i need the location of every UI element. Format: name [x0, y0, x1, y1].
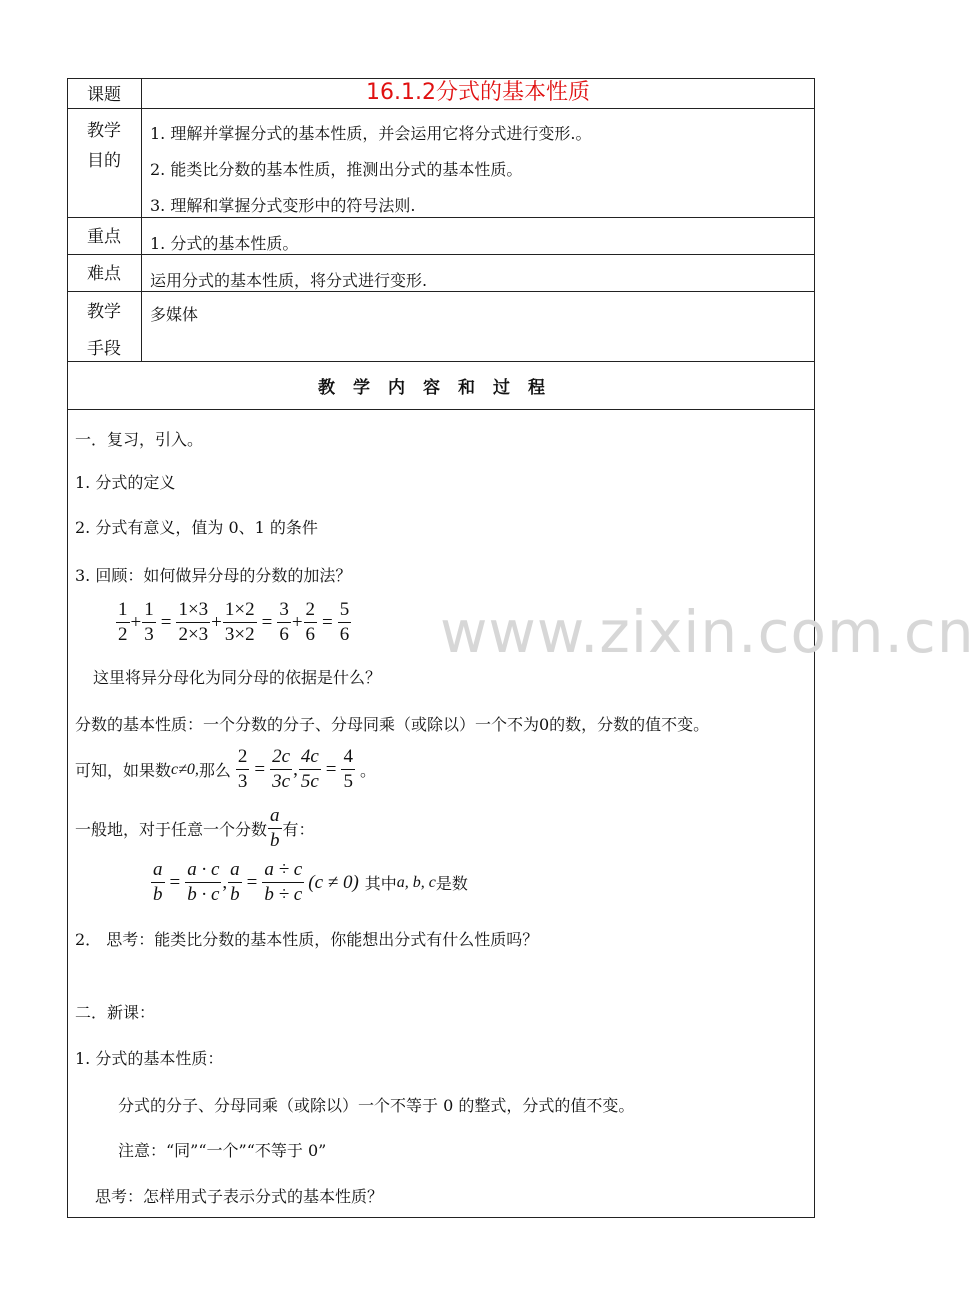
goal-label-2: 目的 [87, 151, 121, 171]
row-divider [67, 361, 815, 362]
think-last: 思考：怎样用式子表示分式的基本性质？ [95, 1187, 384, 1206]
general-suffix: 有： [282, 820, 315, 839]
equals-sign: = [254, 758, 266, 780]
goal-item: 2. 能类比分数的基本性质，推测出分式的基本性质。 [150, 160, 523, 179]
means-label-2: 手段 [87, 339, 121, 359]
equals-sign: = [169, 871, 181, 893]
fraction: $\frac{2}{3}$ [237, 746, 248, 792]
key-text: 1. 分式的基本性质。 [150, 234, 299, 253]
fraction: $\frac{a \cdot c}{b \cdot c}$ [187, 859, 220, 905]
section-1-heading: 一．复习，引入。 [75, 430, 204, 449]
fraction: $\frac{a}{b}$ [270, 805, 280, 851]
equals-sign: = [325, 758, 337, 780]
goal-label-1: 教学 [87, 121, 121, 141]
fraction: $\frac{5}{6}$ [339, 599, 350, 645]
think-2: 2． 思考：能类比分数的基本性质，你能想出分式有什么性质吗？ [75, 930, 539, 949]
row-divider [67, 291, 815, 292]
fraction: $\frac{1}{2}$ [118, 599, 128, 645]
equals-sign: = [261, 611, 273, 633]
fraction: $\frac{4c}{5c}$ [300, 746, 319, 792]
general-line [75, 804, 315, 853]
where-text: 其中 [364, 874, 397, 893]
fraction: $\frac{a}{b}$ [153, 859, 163, 905]
goal-item: 3. 理解和掌握分式变形中的符号法则. [150, 196, 416, 215]
row-divider [67, 409, 815, 410]
known-line [75, 745, 376, 794]
plus-sign: + [130, 611, 142, 633]
list-item: 3. 回顾：如何做异分母的分数的加法？ [75, 566, 352, 585]
means-label-1: 教学 [87, 302, 121, 322]
where-vars: a, b, c [396, 873, 436, 891]
list-item: 1. 分式的基本性质： [75, 1049, 224, 1068]
comma: , [222, 871, 228, 893]
fraction: $\frac{a \div c}{b \div c}$ [264, 859, 303, 905]
known-end: 。 [359, 761, 376, 780]
fraction: $\frac{4}{5}$ [343, 746, 353, 792]
fraction: $\frac{1\times 3}{2\times 3}$ [178, 599, 209, 645]
row-divider [67, 254, 815, 255]
goal-item: 1. 理解并掌握分式的基本性质，并会运用它将分式进行变形.。 [150, 124, 592, 143]
equals-sign: = [322, 611, 333, 633]
plus-sign: + [211, 611, 222, 633]
fraction: $\frac{2c}{3c}$ [272, 746, 291, 792]
section-2-heading: 二．新课： [75, 1003, 156, 1022]
fraction: $\frac{a}{b}$ [230, 859, 240, 905]
difficulty-label: 难点 [87, 264, 121, 284]
fraction-rule-line [150, 858, 468, 907]
table-bottom-border [67, 1217, 815, 1218]
row-divider [67, 217, 815, 218]
watermark: www.zixin.com.cn [440, 598, 975, 666]
key-label: 重点 [87, 227, 121, 247]
known-prefix: 可知，如果数 [75, 761, 172, 780]
topic-label: 课题 [87, 85, 121, 105]
property-text: 分数的基本性质：一个分数的分子、分母同乘（或除以）一个不为0的数，分数的值不变。 [75, 715, 710, 734]
plus-sign: + [291, 611, 303, 633]
note-text: 注意：“同”“一个”“不等于 0” [118, 1141, 327, 1160]
list-item: 1. 分式的定义 [75, 473, 176, 492]
fraction: $\frac{2}{6}$ [305, 599, 316, 645]
process-heading: 教学内容和过程 [318, 378, 563, 398]
fraction: $\frac{1\times 2}{3\times 2}$ [224, 599, 255, 645]
known-condition: c≠0, [171, 760, 199, 778]
where-end: 是数 [435, 874, 468, 893]
condition: (c ≠ 0) [308, 871, 359, 893]
page-title: 16.1.2分式的基本性质 [366, 80, 590, 105]
fraction: $\frac{1}{3}$ [144, 599, 154, 645]
equals-sign: = [246, 871, 258, 893]
difficulty-text: 运用分式的基本性质，将分式进行变形. [150, 271, 428, 290]
list-item: 2. 分式有意义，值为 0、1 的条件 [75, 518, 318, 537]
known-mid: 那么 [198, 761, 231, 780]
row-divider [67, 108, 815, 109]
comma: , [293, 758, 298, 780]
fraction: $\frac{3}{6}$ [279, 599, 289, 645]
means-text: 多媒体 [150, 305, 199, 324]
label-column-divider [141, 78, 142, 362]
equals-sign: = [160, 611, 172, 633]
new-property-text: 分式的分子、分母同乘（或除以）一个不等于 0 的整式，分式的值不变。 [118, 1096, 635, 1115]
question-text: 这里将异分母化为同分母的依据是什么？ [93, 668, 382, 687]
fraction-addition-equation [115, 598, 352, 647]
general-prefix: 一般地，对于任意一个分数 [75, 820, 268, 839]
